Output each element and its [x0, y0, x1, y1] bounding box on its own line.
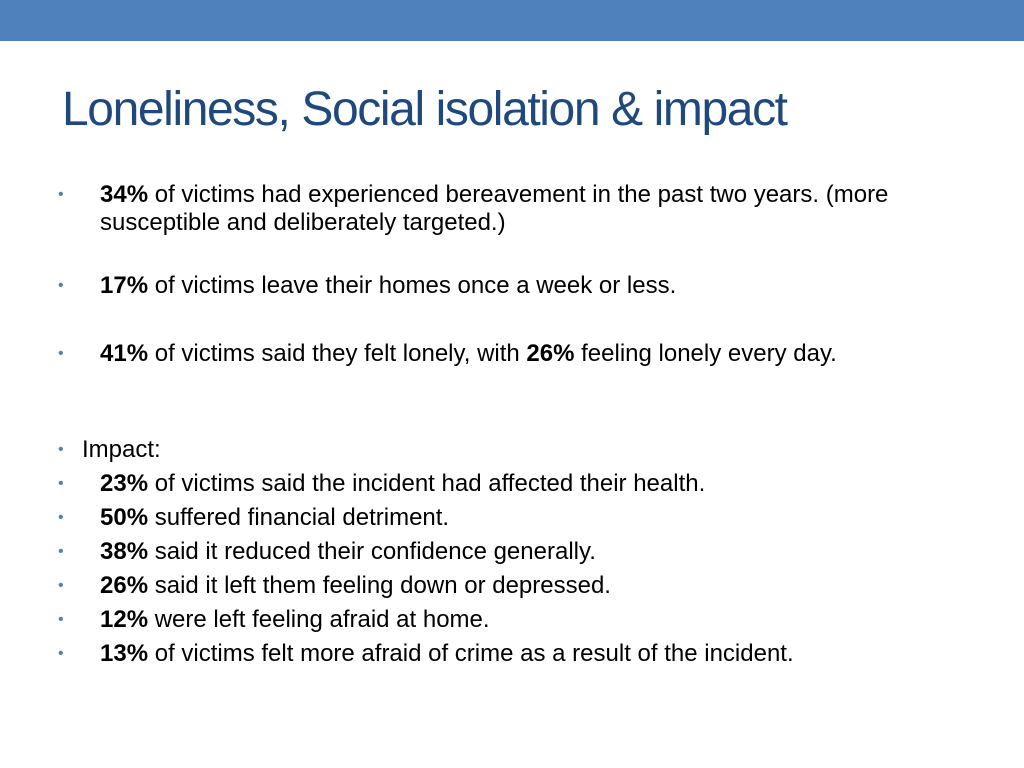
stat-value: 26%	[100, 572, 149, 599]
stat-value: 50%	[100, 504, 149, 531]
impact-item	[58, 504, 984, 532]
bullet-text	[100, 181, 984, 237]
bullet-icon: •	[58, 509, 64, 526]
impact-item	[58, 572, 984, 600]
stat-value: 41%	[100, 340, 149, 367]
stat-description: of victims felt more afraid of crime as a result of the incident.	[148, 640, 794, 667]
stat-description: said it reduced their confidence generally.	[148, 538, 596, 565]
bullet-icon: •	[58, 277, 64, 294]
stat-value-secondary: 26%	[526, 340, 575, 367]
bullet-icon: •	[58, 577, 64, 594]
stat-value: 17%	[100, 272, 149, 299]
slide-title: Loneliness, Social isolation & impact	[62, 83, 787, 136]
stat-value: 23%	[100, 470, 149, 497]
bullet-text	[100, 640, 984, 668]
bullet-icon: •	[58, 345, 64, 362]
bullet-icon: •	[58, 475, 64, 492]
top-accent-bar	[0, 0, 1024, 41]
stat-value: 38%	[100, 538, 149, 565]
bullet-item-lonely	[58, 340, 984, 368]
stat-description: said it left them feeling down or depressed.	[148, 572, 611, 599]
stat-description: were left feeling afraid at home.	[148, 606, 490, 633]
impact-item	[58, 606, 984, 634]
bullet-icon: •	[58, 186, 64, 203]
bullet-text	[100, 272, 984, 300]
impact-item	[58, 470, 984, 498]
bullet-text	[100, 538, 984, 566]
stat-description: of victims said they felt lonely, with	[148, 340, 527, 367]
bullet-text	[100, 606, 984, 634]
bullet-text	[100, 504, 984, 532]
bullet-icon: •	[58, 611, 64, 628]
stat-description-secondary: feeling lonely every day.	[574, 340, 837, 367]
bullet-text	[100, 470, 984, 498]
stat-value: 13%	[100, 640, 149, 667]
stat-description: of victims leave their homes once a week or less.	[148, 272, 677, 299]
impact-item	[58, 538, 984, 566]
impact-heading-text: Impact:	[82, 436, 161, 463]
bullet-text	[100, 340, 984, 368]
bullet-item-bereavement	[58, 181, 984, 237]
stat-description: of victims had experienced bereavement in the past two years. (more susceptible and deliberately targeted.)	[100, 181, 889, 236]
bullet-item-homes	[58, 272, 984, 300]
bullet-icon: •	[58, 441, 64, 458]
impact-item	[58, 640, 984, 668]
stat-description: suffered financial detriment.	[148, 504, 450, 531]
bullet-text	[100, 572, 984, 600]
stat-description: of victims said the incident had affected their health.	[148, 470, 706, 497]
bullet-icon: •	[58, 645, 64, 662]
bullet-icon: •	[58, 543, 64, 560]
impact-heading	[58, 436, 984, 464]
stat-value: 34%	[100, 181, 149, 208]
stat-value: 12%	[100, 606, 149, 633]
